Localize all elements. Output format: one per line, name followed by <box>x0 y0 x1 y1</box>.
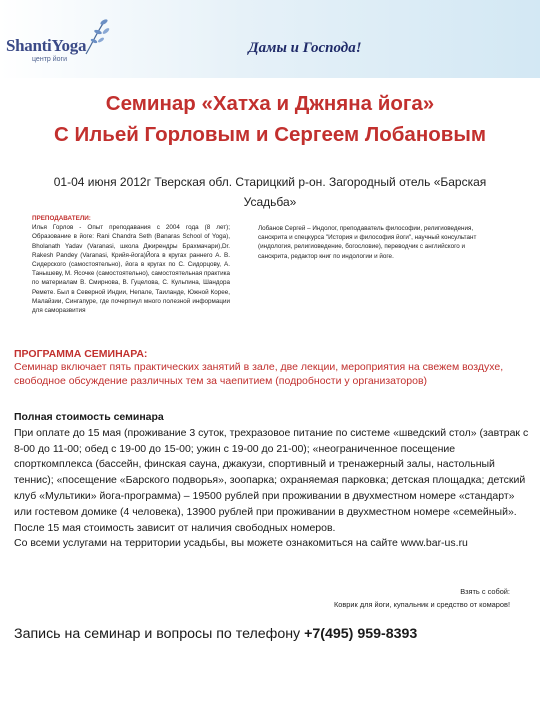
logo-name: ShantiYoga <box>6 36 87 55</box>
teacher-lobanov-bio: Лобанов Сергей – Индолог, преподаватель философии, религиоведения, санскрита и спецкурса "История и философия йоги", научный консультант (индология, религиоведение, богословие), переводчик с английского и санскрита, редактор книг по индологии и йоге. <box>258 225 477 260</box>
price-section <box>14 410 530 552</box>
program-heading: ПРОГРАММА СЕМИНАРА: <box>14 348 148 360</box>
bring-section <box>230 585 510 611</box>
teachers-left-column <box>32 214 230 315</box>
logo <box>6 30 116 72</box>
bring-items: Коврик для йоги, купальник и средство от комаров! <box>333 600 510 609</box>
contact-line <box>14 626 417 642</box>
greeting: Дамы и Господа! <box>248 40 362 56</box>
title-line-1: Семинар «Хатха и Джняна йога» <box>105 92 435 115</box>
bring-heading: Взять с собой: <box>460 587 510 596</box>
title-line-2: С Ильей Горловым и Сергеем Лобановым <box>53 123 487 146</box>
venue-text: 01-04 июня 2012г Тверская обл. Старицкий р-он. Загородный отель «Барская Усадьба» <box>53 175 487 209</box>
contact-text: Запись на семинар и вопросы по телефону <box>14 626 305 642</box>
lotus-branch-icon <box>82 16 116 56</box>
teacher-gorlov-bio: Илья Горлов - Опыт преподавания с 2004 года (8 лет); Образование в йоге: Rani Chandra Seth (Banaras School of Yoga), Bholanath Yadav (Varanasi, школа Джирендры Брахмачари),Dr. Rakesh Pandey (Varanasi, Крийя-йога)Йога в кругах раннего А. В. Сидерского (самостоятельно), йога в кругах по С. Сидорцову, А. Танышеву, М. Ясочке (самостоятельно), самостоятельная практика по материалам В. Смирнова, В. Гуцелова, С. Кульпина, Шандора Ремете. Был в Северной Индии, Непале, Таиланде, Южной Корее, Малайзии, Сингапуре, где почерпнул много полезной информации для саморазвития <box>32 224 230 315</box>
price-paragraph-1: При оплате до 15 мая (проживание 3 суток, трехразовое питание по системе «шведский стол» (завтрак с 8-00 до 11-00; обед с 19-00 до 15-00; ужин с 19-00 до 21-00); «неограниченное посещение спорткомплекса (бассейн, финская сауна, джакузи, спортивный и тренажерный залы, настольный теннис); «посещение «Барского подворья», зоопарка; охраняемая парковка; детская площадка; детский клуб «Мультики» йога-программа) – 19500 рублей при проживании в двухместном номере «стандарт» или гостевом домике (4 человека), 13900 рублей при проживании в двухместном номере «семейный». <box>14 426 529 518</box>
price-paragraph-3: Со всеми услугами на территории усадьбы, вы можете ознакомиться на сайте www.bar-us.ru <box>14 537 468 550</box>
phone-number[interactable]: +7(495) 959-8393 <box>304 626 418 642</box>
price-heading: Полная стоимость семинара <box>14 411 164 423</box>
logo-subtitle: центр йоги <box>32 56 67 63</box>
price-paragraph-2: После 15 мая стоимость зависит от наличия свободных номеров. <box>14 521 336 534</box>
program-body: Семинар включает пять практических занятий в зале, две лекции, мероприятия на свежем воздухе, свободное обсуждение различных тем за чаепитием (подробности у организаторов) <box>14 361 504 387</box>
teachers-heading: ПРЕПОДАВАТЕЛИ: <box>32 215 91 222</box>
